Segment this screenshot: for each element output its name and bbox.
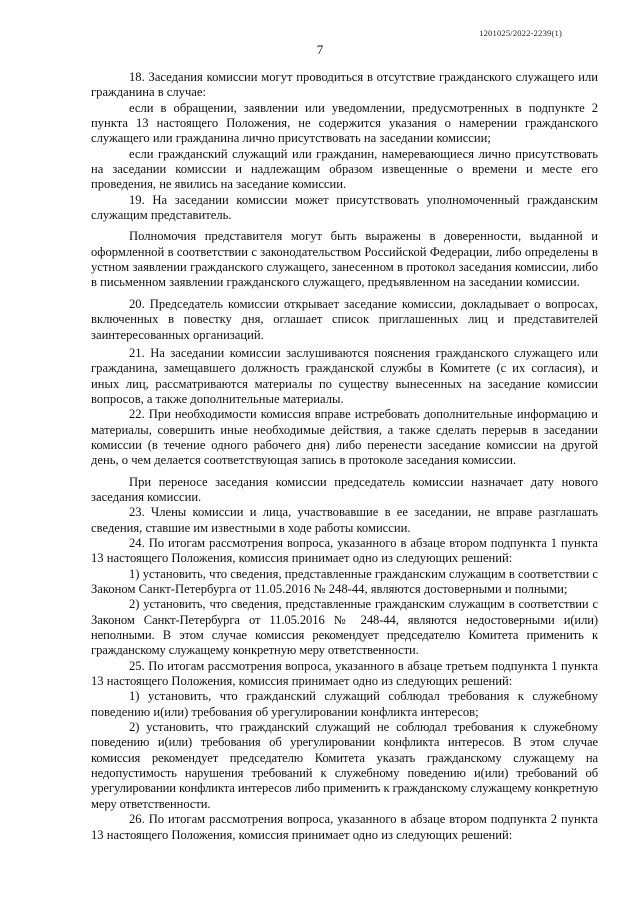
paragraph-19: 19. На заседании комиссии может присутствовать уполномоченный гражданским служащим представитель. <box>91 192 598 223</box>
paragraph-23: 23. Члены комиссии и лица, участвовавшие в ее заседании, не вправе разглашать сведения, ставшие им известными в ходе работы комиссии. <box>91 505 598 535</box>
paragraph-19-powers: Полномочия представителя могут быть выражены в доверенности, выданной и оформленной в соответствии с законодательством Российской Федерации, либо определены в устном заявлении гражданского служащего, занесенном в протокол заседания комиссии, либо в письменном заявлении гражданского служащего, предъявленном на заседании комиссии. <box>91 229 598 290</box>
paragraph-24-decision-1: 1) установить, что сведения, представленные гражданским служащим в соответствии с Законом Санкт-Петербурга от 11.05.2016 № 248-44, являются достоверными и полными; <box>91 566 598 596</box>
paragraph-25-decision-2: 2) установить, что гражданский служащий не соблюдал требования к служебному поведению и(или) требования об урегулировании конфликта интересов. В этом случае комиссия рекомендует председателю Комитета указать гражданскому служащему на недопустимость нарушения требований к служебному поведению и(или) требований об урегулировании конфликта интересов либо применить к гражданскому служащему конкретную меру ответственности. <box>91 720 598 811</box>
paragraph-18-case-2: если гражданский служащий или гражданин, намеревающиеся лично присутствовать на заседании комиссии и надлежащим образом извещенные о времени и месте его проведения, не явились на заседание комиссии. <box>91 146 598 192</box>
paragraph-24-decision-2: 2) установить, что сведения, представленные гражданским служащим в соответствии с Законом Санкт-Петербурга от 11.05.2016 № 248-44, являются недостоверными и(или) неполными. В этом случае комиссия рекомендует председателю Комитета применить к гражданскому служащему конкретную меру ответственности. <box>91 597 598 658</box>
paragraph-25-decision-1: 1) установить, что гражданский служащий соблюдал требования к служебному поведению и(или) требования об урегулировании конфликта интересов; <box>91 689 598 719</box>
page-number: 7 <box>316 42 324 57</box>
paragraph-20: 20. Председатель комиссии открывает заседание комиссии, докладывает о вопросах, включенных в повестку дня, оглашает список приглашенных лиц и представителей заинтересованных организаций. <box>91 296 598 342</box>
document-id: 1201025/2022-2239(1) <box>479 28 562 38</box>
paragraph-21: 21. На заседании комиссии заслушиваются пояснения гражданского служащего или гражданина, замещавшего должность гражданской службы в Комитете (с их согласия), и иных лиц, рассматриваются материалы по существу вынесенных на заседание комиссии вопросов, а также дополнительные материалы. <box>91 345 598 406</box>
paragraph-26: 26. По итогам рассмотрения вопроса, указанного в абзаце втором подпункта 2 пункта 13 настоящего Положения, комиссия принимает одно из следующих решений: <box>91 812 598 842</box>
paragraph-22-postpone: При переносе заседания комиссии председатель комиссии назначает дату нового заседания комиссии. <box>91 474 598 504</box>
paragraph-18-case-1: если в обращении, заявлении или уведомлении, предусмотренных в подпункте 2 пункта 13 настоящего Положения, не содержится указания о намерении гражданского служащего или гражданина лично присутствовать на заседании комиссии; <box>91 100 598 146</box>
paragraph-24: 24. По итогам рассмотрения вопроса, указанного в абзаце втором подпункта 1 пункта 13 настоящего Положения, комиссия принимает одно из следующих решений: <box>91 535 598 566</box>
paragraph-18: 18. Заседания комиссии могут проводиться в отсутствие гражданского служащего или гражданина в случае: <box>91 70 598 100</box>
document-body <box>91 70 598 843</box>
paragraph-22: 22. При необходимости комиссия вправе истребовать дополнительные информацию и материалы, совершить иные необходимые действия, а также сделать перерыв в заседании комиссии (в течение одного рабочего дня) либо перенести заседание комиссии на другой день, о чем делается соответствующая запись в протоколе заседания комиссии. <box>91 407 598 468</box>
paragraph-25: 25. По итогам рассмотрения вопроса, указанного в абзаце третьем подпункта 1 пункта 13 настоящего Положения, комиссия принимает одно из следующих решений: <box>91 658 598 689</box>
